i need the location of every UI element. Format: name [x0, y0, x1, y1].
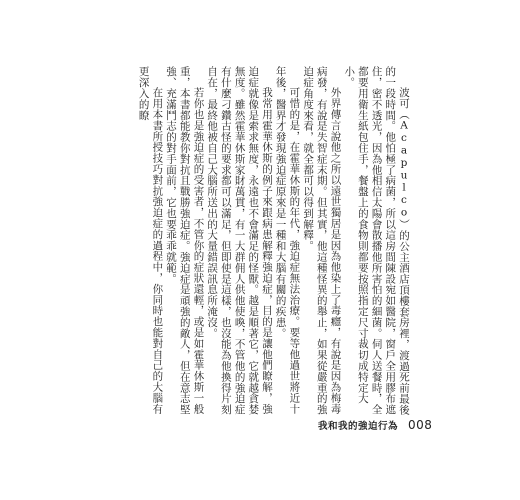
page-number: 008	[408, 418, 433, 432]
paragraph-3: 可惜的是，在霍華休斯的年代，強迫症無法治療。要等他過世將近十年後，醫界才發現強迫症原來是一種和大腦有關的疾患。	[274, 66, 301, 414]
paragraph-5: 若你也是強迫症的受害者，不管你的症狀還輕，或是如霍華休斯一般重，本書都能教你對抗且戰勝強迫症。強迫症是頑強的敵人，但在意志堅強、充滿鬥志的對手面前，它也要乖乖就範。	[165, 66, 205, 415]
paragraph-6: 在用本書所授技巧對抗強迫症的過程中，你同時也能對自己的大腦有更深入的瞭	[137, 66, 164, 414]
paragraph-1: 波可（Acapulco）的公主酒店頂樓套房裡，渡過死前最後的一段時間。他怕極了病菌，所以這房間陳設宛如醫院，窗戶全用膠布遮住，密不透光，因為他相信太陽會散播他所害怕的細菌。伺人送餐時，全都要用衛生紙包住手，餐盤上的食物則都要按照指定尺寸裁切成特定大小。	[343, 66, 410, 416]
paragraph-4: 我常用霍華休斯的例子來跟病患解釋強迫症，目的是讓他們瞭解，強迫症就像是索求無度，永遠也不會滿足的怪獸。越是順著它，它就越貪婪無度。雖然霍華休斯家財萬貫，有一大群佣人供他使喚，不管他的強迫症有什麼刁鑽古怪的要求都可以滿足，但即使是這樣，也沒能為他換得片刻自在，最終他被自己大腦所送出的大量錯誤訊息所淹沒。	[206, 66, 273, 415]
paragraph-2: 外界傳言說他之所以遠世獨居是因為他染上了毒癮，有說是因為梅毒病發，有說是失智症末期。但其實，他這種怪異的舉止，如果從嚴重的強迫症角度來看，就全都可以得到解釋。	[302, 66, 342, 415]
page-footer	[318, 416, 438, 434]
book-title: 我和我的強迫行為	[318, 421, 399, 432]
body-text	[137, 66, 410, 416]
